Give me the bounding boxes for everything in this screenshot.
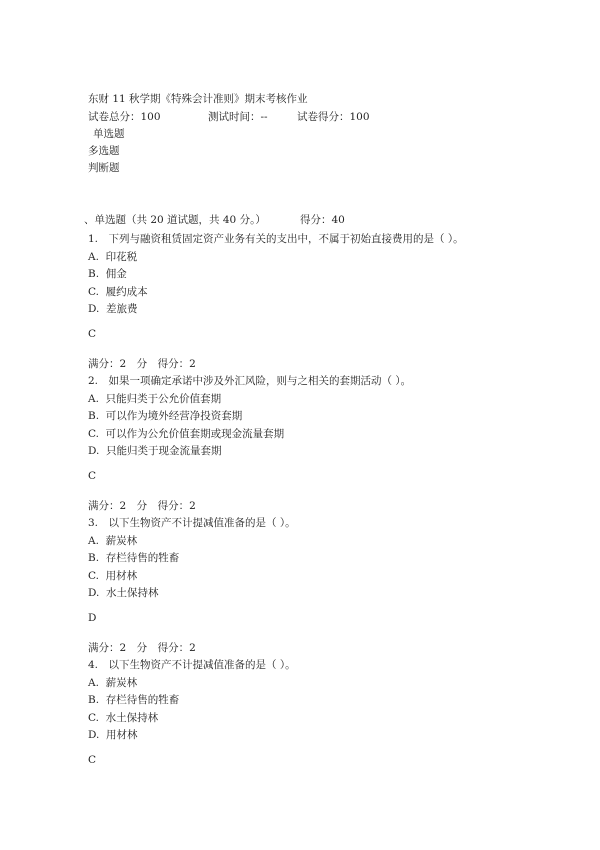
total-score: 试卷总分：100 (88, 111, 161, 123)
section-header: 、单选题（共 20 道试题，共 40 分。） (84, 214, 266, 226)
question-stem: 3. 以下生物资产不计提减值准备的是（ ）。 (88, 517, 296, 529)
question-answer: C (88, 470, 97, 482)
exam-score: 试卷得分：100 (297, 111, 370, 123)
question-stem: 4. 以下生物资产不计提减值准备的是（ ）。 (88, 659, 296, 671)
question-option: A. 薪炭林 (88, 677, 138, 689)
question-option: C. 用材林 (88, 569, 138, 582)
question-stem: 1. 下列与融资租赁固定资产业务有关的支出中，不属于初始直接费用的是（ ）。 (88, 233, 464, 245)
nav-true-false[interactable]: 判断题 (88, 162, 120, 174)
question-answer: C (88, 328, 97, 340)
question-option: A. 薪炭林 (88, 535, 138, 547)
question-score: 满分：2 分 得分：2 (88, 500, 196, 512)
question-option: D. 只能归类于现金流量套期 (88, 444, 222, 457)
question-option: A. 只能归类于公允价值套期 (88, 393, 222, 405)
nav-single-choice[interactable]: 单选题 (93, 128, 125, 140)
question-answer: D (88, 612, 97, 624)
question-option: A. 印花税 (88, 251, 138, 263)
question-option: C. 水土保持林 (88, 711, 159, 724)
section-score: 得分：40 (300, 214, 345, 226)
question-option: C. 可以作为公允价值套期或现金流量套期 (88, 427, 285, 440)
question-answer: C (88, 754, 97, 766)
question-option: B. 存栏待售的牲畜 (88, 694, 180, 707)
question-option: D. 用材林 (88, 728, 138, 741)
test-time: 测试时间：-- (208, 111, 268, 123)
question-option: C. 履约成本 (88, 285, 148, 298)
question-option: B. 佣金 (88, 268, 127, 281)
question-score: 满分：2 分 得分：2 (88, 642, 196, 654)
question-option: D. 水土保持林 (88, 586, 159, 599)
question-option: B. 存栏待售的牲畜 (88, 552, 180, 565)
question-score: 满分：2 分 得分：2 (88, 358, 196, 370)
doc-title: 东财 11 秋学期《特殊会计准则》期末考核作业 (88, 93, 308, 105)
nav-multiple-choice[interactable]: 多选题 (88, 145, 120, 157)
question-option: D. 差旅费 (88, 302, 138, 315)
question-option: B. 可以作为境外经营净投资套期 (88, 410, 243, 423)
question-stem: 2. 如果一项确定承诺中涉及外汇风险，则与之相关的套期活动（ ）。 (88, 375, 412, 387)
